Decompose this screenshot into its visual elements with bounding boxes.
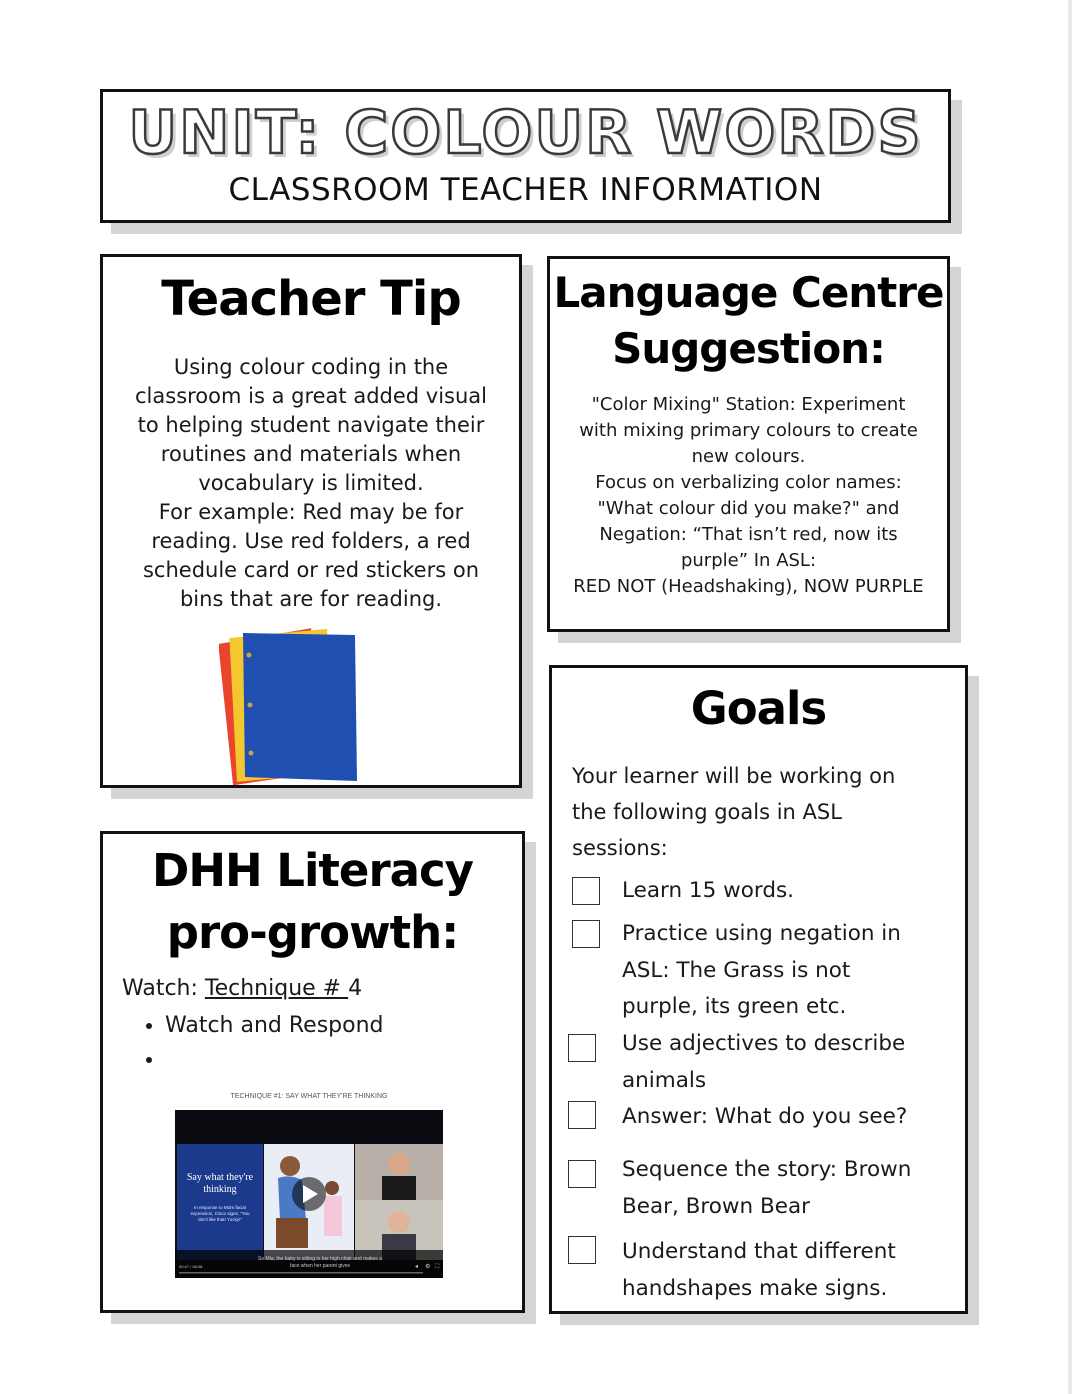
signer-2-head (388, 1211, 410, 1233)
settings-icon[interactable]: ⚙ (425, 1264, 431, 1270)
goal-line: animals (622, 1067, 707, 1093)
slide-title-2: thinking (203, 1184, 237, 1195)
goal-checkbox[interactable] (568, 1236, 596, 1264)
parent-head (280, 1156, 300, 1176)
tip-line: Using colour coding in the (173, 355, 449, 379)
goal-line: Bear, Brown Bear (622, 1193, 810, 1219)
chair (276, 1218, 308, 1248)
goal-checkbox[interactable] (568, 1034, 596, 1062)
dhh-bullet-list (121, 1009, 384, 1077)
teacher-tip-card (100, 254, 522, 788)
dhh-title-line-2: pro-growth: (166, 906, 459, 959)
video-player[interactable] (160, 1090, 458, 1280)
fullscreen-icon[interactable]: ⛶ (435, 1264, 440, 1270)
language-line: purple” In ASL: (680, 550, 817, 571)
baby-head (325, 1181, 339, 1195)
goal-item (572, 916, 942, 1026)
tip-line: to helping student navigate their (137, 413, 485, 437)
video-slide-panel (177, 1144, 263, 1260)
dhh-bullet: • Watch and Respond (165, 1009, 384, 1043)
tip-line: bins that are for reading. (179, 587, 443, 611)
goal-text (622, 1026, 942, 1099)
teacher-tip-title: Teacher Tip (161, 271, 461, 327)
watch-suffix: 4 (348, 976, 363, 1001)
goal-text (622, 873, 942, 910)
goal-item (572, 1234, 942, 1307)
goal-item (572, 1152, 942, 1225)
language-line: "Color Mixing" Station: Experiment (591, 394, 906, 415)
page-edge (1068, 0, 1072, 1394)
video-time: 00:47 / 06:08 (179, 1264, 203, 1269)
video-top-bar (175, 1110, 443, 1144)
tip-line: classroom is a great added visual (135, 384, 487, 408)
language-centre-title-line-1: Language Centre (553, 268, 944, 317)
goal-line: Use adjectives to describe (622, 1031, 906, 1056)
goal-line: Learn 15 words. (622, 878, 794, 903)
language-centre-title-line-2: Suggestion: (612, 324, 885, 373)
language-line: RED NOT (Headshaking), NOW PURPLE (573, 576, 924, 597)
colored-folders-image (219, 625, 359, 785)
caption-line-2: face when her parent gives (289, 1263, 351, 1269)
tip-line: schedule card or red stickers on (142, 558, 480, 582)
blue-folder (243, 633, 357, 781)
dhh-bullet (165, 1043, 384, 1077)
goal-checkbox[interactable] (572, 920, 600, 948)
dhh-title (103, 840, 522, 964)
goal-line: Understand that different (622, 1239, 896, 1264)
high-chair (324, 1196, 342, 1236)
video-heading: TECHNIQUE #1: SAY WHAT THEY'RE THINKING (230, 1093, 388, 1100)
goal-line: Sequence the story: Brown (622, 1157, 912, 1182)
slide-title-1: Say what they're (186, 1172, 254, 1183)
goal-line: Practice using negation in (622, 921, 901, 946)
progress-bar[interactable] (179, 1272, 423, 1274)
unit-title: UNIT: COLOUR WORDS (128, 98, 923, 168)
goal-checkbox[interactable] (572, 877, 600, 905)
goals-intro: Your learner will be working on the following goals in ASL sessions: (572, 764, 896, 860)
goal-line: Answer: What do you see? (622, 1104, 908, 1129)
language-line: "What colour did you make?" and (597, 498, 900, 519)
goal-line: purple, its green etc. (622, 994, 847, 1019)
dhh-literacy-card (100, 831, 525, 1313)
watch-prefix: Watch: (122, 976, 205, 1001)
goals-title: Goals (690, 682, 827, 735)
dhh-title-line-1: DHH Literacy (151, 844, 474, 897)
goal-text (622, 1152, 942, 1225)
goal-line: ASL: The Grass is not (622, 957, 851, 983)
signer-1-body (382, 1176, 416, 1200)
goal-item (572, 873, 942, 910)
unit-subtitle: CLASSROOM TEACHER INFORMATION (228, 172, 823, 208)
unit-header (100, 89, 951, 223)
tip-line: routines and materials when (160, 442, 462, 466)
slide-body-1: In response to Mia's facial (194, 1205, 246, 1210)
language-centre-body (560, 392, 937, 600)
teacher-tip-body (121, 353, 501, 614)
goal-text (622, 1234, 942, 1307)
goal-text (622, 1099, 942, 1136)
volume-icon[interactable]: ◂ (415, 1264, 419, 1270)
goal-line: handshapes make signs. (622, 1275, 888, 1301)
language-centre-title (550, 265, 947, 377)
language-line: Focus on verbalizing color names: (595, 472, 902, 493)
tip-line: vocabulary is limited. (198, 471, 424, 495)
language-line: new colours. (691, 446, 806, 467)
watch-line (122, 976, 362, 1001)
tip-line: reading. Use red folders, a red (151, 529, 471, 553)
goal-checkbox[interactable] (568, 1160, 596, 1188)
technique-link[interactable]: Technique # (204, 976, 349, 1001)
caption-line-1: So Mia, the baby is sitting in her high chair and makes a (258, 1256, 382, 1262)
tip-line: For example: Red may be for (158, 500, 464, 524)
goal-text (622, 916, 942, 1026)
goal-item (572, 1026, 942, 1099)
goals-card (549, 665, 968, 1314)
slide-body-3: don't like that! Yucky!" (198, 1217, 242, 1222)
language-centre-card (547, 256, 950, 632)
slide-body-2: expression, Cisco signs, "You (190, 1211, 250, 1216)
goal-checkbox[interactable] (568, 1101, 596, 1129)
language-line: with mixing primary colours to create (579, 420, 918, 441)
goal-item (572, 1099, 942, 1136)
signer-1-head (388, 1153, 410, 1175)
language-line: Negation: “That isn’t red, now its (599, 524, 898, 545)
